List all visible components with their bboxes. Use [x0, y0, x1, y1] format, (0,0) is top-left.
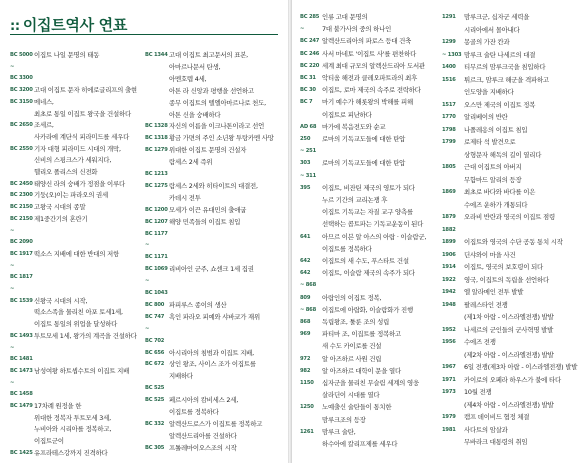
- timeline-event: 알리베이의 반란: [464, 113, 508, 121]
- timeline-date: 1805: [442, 164, 456, 170]
- timeline-event: 이집트에 아랍화, 이슬람화가 진행: [322, 305, 413, 314]
- timeline-event: 로마의 기독교도들에 대한 탄압: [322, 159, 406, 168]
- timeline-date: BC 1539: [10, 297, 33, 304]
- timeline-date: BC 247: [300, 38, 320, 45]
- timeline-event: 람세스 2세 즉위: [169, 158, 213, 167]
- timeline-event: 아랍인의 이집트 정복,: [322, 293, 382, 302]
- timeline-event: 팔레스타인 전쟁: [464, 300, 508, 309]
- timeline-date: BC 305: [145, 444, 165, 451]
- timeline-event: 람세스 2세와 히타이트의 대결전,: [169, 181, 258, 190]
- timeline-date: 1973: [442, 389, 456, 395]
- timeline-event: 이집트 통일의 위업을 달성하다: [34, 320, 118, 329]
- timeline-event: 10월 전쟁: [464, 388, 492, 396]
- timeline-date: 982: [300, 367, 311, 374]
- timeline-date: ~: [10, 262, 15, 269]
- timeline-date: ~: [10, 379, 15, 386]
- timeline-event: 아멘호텝 4세,: [169, 74, 207, 83]
- timeline-date: ~: [10, 63, 15, 70]
- timeline-event: 알렉산드로스가 이집트를 정복하고: [169, 419, 263, 428]
- timeline-date: 868: [300, 319, 311, 325]
- timeline-event: 황금 가면의 주인 소년왕 투탕카멘 사망: [169, 134, 274, 143]
- timeline-event: 튀르크, 맘루크 해군을 격파하고: [464, 75, 549, 84]
- timeline-date: 1299: [442, 39, 456, 45]
- timeline-event: 6일 전쟁(제3차 아랍 - 이스라엘전쟁) 발발: [464, 363, 578, 371]
- timeline-event: 수에즈 전쟁: [464, 338, 496, 346]
- timeline-event: 신비의 스핑크스가 세워지다,: [34, 156, 112, 165]
- timeline-event: 상형문자 해독의 길이 열리다: [464, 150, 542, 159]
- timeline-event: 페르시아의 캄비세스 2세,: [169, 396, 239, 405]
- timeline-event: 마기 예수가 해롯왕의 박해를 피해: [322, 98, 413, 107]
- timeline-date: BC 702: [145, 337, 165, 344]
- timeline-event: 맘루크조의 등장: [322, 415, 366, 424]
- timeline-event: 이집트 나일 문명의 태동: [34, 51, 100, 59]
- timeline-date: ~: [145, 242, 150, 249]
- timeline-date: ~ 251: [300, 148, 316, 155]
- timeline-event: 자신의 이름을 이크나톤이라고 선언: [169, 122, 265, 131]
- timeline-date: BC 1279: [145, 147, 168, 154]
- timeline-date: BC 3200: [10, 87, 33, 94]
- timeline-date: BC 2650: [10, 122, 33, 129]
- timeline-event: 이집트, 이슬람 제국의 속주가 되다: [322, 269, 415, 278]
- timeline-event: 살라딘이 시대를 열다: [322, 391, 380, 400]
- timeline-date: 642: [300, 270, 311, 277]
- timeline-event: 기자 대형 피라미드 시대의 개막,: [34, 144, 121, 153]
- timeline-date: ~: [10, 286, 15, 292]
- timeline-event: 아톤 신을 숭배하다: [169, 110, 221, 119]
- timeline-date: BC 5000: [10, 52, 33, 58]
- timeline-event: 수에즈 운하가 개통되다: [464, 200, 528, 209]
- timeline-date: 1250: [300, 404, 314, 411]
- title-text: 이집트역사 연표: [22, 16, 128, 34]
- timeline-date: 1906: [442, 251, 456, 258]
- timeline-date: ~: [300, 26, 305, 33]
- timeline-date: BC 1318: [145, 135, 168, 142]
- timeline-event: 딘샤와이 마을 사건: [464, 250, 516, 259]
- timeline-event: 알렉산드리아의 파로스 등대 건축: [322, 37, 412, 46]
- timeline-event: 최초로 바다와 바다를 이은: [464, 188, 536, 196]
- timeline-event: 고대 이집트 문자 히에로글리프의 출현: [34, 86, 137, 95]
- timeline-date: 642: [300, 258, 311, 264]
- timeline-event: 근대 이집트의 아버지: [464, 163, 522, 171]
- timeline-date: AD 68: [300, 123, 317, 130]
- timeline-date: 641: [300, 233, 311, 240]
- timeline-event: 이집트를 정복하다: [169, 408, 219, 416]
- page-title: [10, 14, 127, 35]
- timeline-date: 1869: [442, 189, 456, 195]
- timeline-date: 1291: [442, 14, 456, 20]
- timeline-date: BC 1069: [145, 266, 168, 273]
- timeline-event: 오스만 제국의 이집트 정복: [464, 100, 536, 109]
- timeline-date: BC 800: [145, 301, 165, 308]
- timeline-event: 세계 최대 규모의 알렉산드리아 도서관: [322, 61, 425, 70]
- timeline-event: 조세르,: [34, 121, 54, 130]
- timeline-date: BC 1479: [10, 403, 33, 409]
- timeline-event: 흑인 파라오 피예와 샤바코가 재위: [169, 312, 260, 321]
- timeline-date: 1971: [442, 376, 456, 383]
- timeline-event: 사다트의 암살과: [464, 425, 508, 434]
- timeline-event: 시리아에서 몰아내다: [464, 25, 520, 34]
- timeline-date: BC 1200: [145, 206, 168, 213]
- timeline-event: 맘루크 술탄 나세르의 대결: [464, 50, 536, 59]
- timeline-date: BC 3150: [10, 98, 33, 105]
- timeline-event: 파티마 조, 이집트를 정복하고: [322, 330, 402, 339]
- timeline-date: BC 2150: [10, 215, 33, 222]
- timeline-event: 아톤 라 신앙과 평행을 선언하고: [169, 86, 254, 95]
- timeline-event: 나세르의 군인들의 군사혁명 발발: [464, 325, 554, 334]
- timeline-event: 무바라크 대통령의 취임: [464, 438, 528, 446]
- timeline-date: BC 1458: [10, 391, 33, 398]
- timeline-event: 캠프 데이비드 협정 체결: [464, 413, 530, 421]
- timeline-event: 최초로 통일 이집트 왕국을 건설하다: [34, 109, 131, 118]
- timeline-date: BC 2550: [10, 145, 33, 152]
- timeline-event: 해양 민족들의 이집트 침입: [169, 217, 241, 226]
- timeline-event: 맘루크 술탄,: [322, 427, 356, 436]
- timeline-event: 모세가 이끈 유대민의 출애굽: [169, 205, 247, 214]
- timeline-event: 아마르나문서 탄생,: [169, 62, 221, 71]
- timeline-date: BC 220: [300, 62, 320, 69]
- timeline-event: 사서 마네토 '이집트 사'를 편찬하다: [322, 49, 417, 58]
- timeline-date: BC 525: [145, 397, 165, 404]
- timeline-event: 지배하다: [169, 372, 193, 381]
- timeline-event: 인류 고대 문명의: [322, 13, 368, 21]
- timeline-event: 프톨레마이오스조의 시작: [169, 443, 237, 452]
- timeline-date: ~ 311: [300, 172, 316, 179]
- timeline-date: BC 656: [145, 349, 165, 356]
- timeline-event: 엘 알라메인 전투 발발: [464, 288, 524, 296]
- timeline-date: ~: [145, 278, 150, 285]
- timeline-date: BC 1207: [145, 218, 168, 225]
- timeline-date: 1981: [442, 426, 456, 433]
- timeline-date: BC 1177: [145, 230, 168, 237]
- timeline-date: BC 2090: [10, 239, 33, 246]
- timeline-date: BC 2450: [10, 180, 33, 187]
- timeline-event: 로마의 기독교도들에 대한 탄압: [322, 135, 406, 143]
- timeline-date: 809: [300, 294, 311, 301]
- timeline-event: 이집트 기독교는 자질 교구 양측를: [322, 208, 413, 217]
- timeline-date: 1799: [442, 139, 456, 145]
- timeline-event: 상인 왕조, 사이스 조가 이집트를: [169, 360, 256, 369]
- timeline-event: 이집트, 로마 제국의 속주로 전락하다: [322, 86, 421, 95]
- timeline-date: 1517: [442, 101, 456, 108]
- timeline-date: BC 1473: [10, 367, 33, 374]
- timeline-date: 395: [300, 184, 311, 191]
- timeline-date: 303: [300, 160, 311, 167]
- timeline-event: 헬리오 폴리스의 신전화: [34, 168, 98, 176]
- timeline-event: 고대 이집트 최고문서의 표본,: [169, 51, 249, 59]
- timeline-event: 독립왕조, 툴룬 조의 성립: [322, 318, 390, 326]
- timeline-date: 1879: [442, 214, 456, 220]
- timeline-date: 969: [300, 331, 311, 338]
- timeline-event: 파피루스 종이의 생산: [169, 300, 227, 309]
- timeline-date: BC 1213: [145, 171, 168, 177]
- timeline-date: BC 246: [300, 50, 320, 57]
- timeline-date: 1400: [442, 64, 456, 70]
- timeline-event: 맘루크군, 십자군 세력을: [464, 13, 530, 21]
- timeline-event: 이집트와 영국의 수단 공동 통치 시작: [464, 238, 563, 246]
- timeline-date: BC 1171: [145, 254, 168, 261]
- timeline-event: 선택하는 콥트파는 기독교운동이 된다: [322, 220, 424, 229]
- timeline-event: 유프라테스강까지 진격하다: [34, 448, 108, 457]
- timeline-date: BC 2300: [10, 192, 33, 199]
- timeline-date: 1942: [442, 289, 456, 295]
- timeline-event: 사카라에 계단식 피라미드를 세우다: [34, 132, 130, 141]
- timeline-date: BC 285: [300, 14, 320, 20]
- timeline-date: ~ 1303: [442, 51, 462, 58]
- timeline-event: 이집트로 피난하다: [322, 110, 372, 119]
- timeline-event: 알렉산드리아를 건설하다: [169, 431, 237, 440]
- timeline-date: BC 30: [300, 87, 316, 94]
- timeline-event: 로제타 석 발견으로: [464, 138, 516, 146]
- timeline-event: 무함마드 알리의 등장: [464, 175, 522, 184]
- timeline-date: ~: [145, 325, 150, 332]
- timeline-date: BC 1328: [145, 123, 168, 130]
- timeline-date: 1967: [442, 364, 456, 370]
- timeline-event: 티무르의 맘루크국을 침입하다: [464, 63, 546, 71]
- left-page: [0, 0, 288, 463]
- timeline-date: 1956: [442, 339, 456, 345]
- timeline-event: 제1중간기의 혼란기: [34, 214, 88, 223]
- right-page: [292, 0, 580, 463]
- timeline-event: 위대한 정복자 투트모세 3세,: [34, 413, 111, 422]
- timeline-event: 마가에 복음전도와 순교: [322, 122, 386, 131]
- timeline-event: 7대 불가사의 중의 하나인: [322, 25, 392, 34]
- timeline-event: 나폴레옹의 이집트 침입: [464, 125, 528, 134]
- timeline-date: 1922: [442, 276, 456, 283]
- timeline-event: 고왕국 시대의 종말: [34, 203, 86, 212]
- timeline-date: 250: [300, 136, 311, 142]
- timeline-date: 1952: [442, 326, 456, 333]
- timeline-date: BC 31: [300, 75, 316, 81]
- timeline-date: 1948: [442, 301, 456, 308]
- timeline-date: 1882: [442, 226, 456, 233]
- timeline-date: 1914: [442, 264, 456, 270]
- timeline-event: 하수아에 칼리프제를 세우다: [322, 440, 398, 448]
- timeline-date: 972: [300, 355, 311, 362]
- timeline-event: 메네스,: [34, 97, 54, 106]
- timeline-date: BC 1344: [145, 52, 168, 58]
- timeline-date: ~ 868: [300, 282, 316, 289]
- timeline-event: 오라비 반란과 영국의 이집트 점령: [464, 213, 555, 221]
- timeline-event: 아므르 이븐 알 아스의 아랍 · 이슬람군,: [322, 232, 427, 241]
- timeline-event: (제1차 아랍 - 이스라엘전쟁) 발발: [464, 313, 554, 321]
- timeline-date: BC 3300: [10, 75, 33, 82]
- timeline-event: 종무 이집트의 텔엘아마르나로 천도,: [169, 98, 266, 107]
- timeline-date: BC 1493: [10, 332, 33, 339]
- timeline-date: BC 1817: [10, 274, 33, 281]
- timeline-date: BC 1481: [10, 356, 33, 363]
- timeline-event: 십자군을 물리친 무슬림 세계의 영웅: [322, 379, 419, 387]
- timeline-event: 위대한 이집트 문명의 건설자: [169, 146, 247, 155]
- timeline-event: 노예출신 술탄들이 통치한: [322, 403, 392, 412]
- timeline-event: 알 아즈하르 대학이 문을 열다: [322, 366, 402, 375]
- timeline-event: 이집트, 영국의 보호령이 되다: [464, 263, 544, 271]
- timeline-date: 1516: [442, 76, 456, 83]
- timeline-event: 카이로의 오페라 하우스가 불에 타다: [464, 375, 561, 384]
- timeline-event: 인도양을 지배하다: [464, 88, 514, 96]
- timeline-event: 기둥(오)이는 파라오의 권세: [34, 191, 108, 200]
- timeline-date: 1798: [442, 126, 456, 133]
- timeline-date: BC 1043: [145, 290, 168, 296]
- timeline-event: 떡소스 지배에 대한 반대의 저항: [34, 249, 119, 258]
- timeline-date: 1899: [442, 239, 456, 245]
- timeline-event: 누비아와 시리아를 정복하고,: [34, 425, 112, 434]
- timeline-date: 1770: [442, 114, 456, 120]
- timeline-date: ~: [10, 344, 15, 351]
- timeline-date: BC 525: [145, 385, 165, 392]
- title-dots: ::: [10, 19, 20, 34]
- timeline-event: (제2차 아랍 - 이스라엘전쟁) 발발: [464, 350, 554, 359]
- timeline-date: BC 2150: [10, 204, 33, 211]
- timeline-event: 17차례 원정을 한: [34, 402, 82, 410]
- timeline-event: 이집트를 정복하다: [322, 244, 372, 253]
- timeline-date: 1979: [442, 414, 456, 420]
- timeline-event: 영국, 이집트의 독립을 선언하다: [464, 275, 549, 284]
- timeline-date: ~: [10, 227, 15, 234]
- timeline-date: 1261: [300, 428, 314, 435]
- timeline-date: ~ 868: [300, 306, 316, 313]
- timeline-date: BC 7: [300, 99, 313, 106]
- timeline-event: 이집트, 비잔틴 제국의 영토가 되다: [322, 183, 415, 192]
- timeline-date: BC 672: [145, 361, 165, 368]
- timeline-event: 아시리아의 침범과 이집트 지배,: [169, 348, 254, 357]
- timeline-event: 카데시 전투: [169, 193, 201, 202]
- timeline-event: 태양신 라의 숭배가 정점을 이루다: [34, 179, 125, 188]
- timeline-date: BC 1275: [145, 182, 168, 189]
- timeline-event: 알 아즈하르 사원 건립: [322, 354, 382, 363]
- timeline-event: 몽골의 가잔 칸과: [464, 38, 510, 46]
- timeline-event: 악티움 해전과 클레오파트라의 최후: [322, 74, 418, 82]
- timeline-event: 누르 기간의 교리논쟁 후: [322, 196, 388, 204]
- timeline-date: 1150: [300, 380, 314, 386]
- timeline-date: BC 1425: [10, 449, 33, 456]
- timeline-date: BC 1917: [10, 250, 33, 257]
- timeline-date: BC 332: [145, 420, 165, 427]
- timeline-event: (제4차 아랍 - 이스라엘전쟁) 발발: [464, 400, 554, 409]
- timeline-event: 새 수도 카이로를 건설: [322, 342, 382, 351]
- timeline-event: 리비아인 군주, 쇼센크 1세 집권: [169, 265, 254, 274]
- title-rule: [10, 34, 278, 35]
- timeline-event: 떡소스족을 물리친 아포 토세1세,: [34, 308, 123, 317]
- timeline-event: 이집트군이: [34, 437, 64, 446]
- timeline-event: 이집트의 새 수도, 푸스타트 건설: [322, 257, 409, 265]
- timeline-event: 신왕국 시대의 시작,: [34, 296, 88, 305]
- timeline-event: 투트모세 1세, 왕가의 계곡을 건설하다: [34, 331, 137, 340]
- timeline-date: BC 747: [145, 313, 165, 320]
- timeline-event: 남성여왕 하트셉수트의 이집트 지배: [34, 366, 130, 375]
